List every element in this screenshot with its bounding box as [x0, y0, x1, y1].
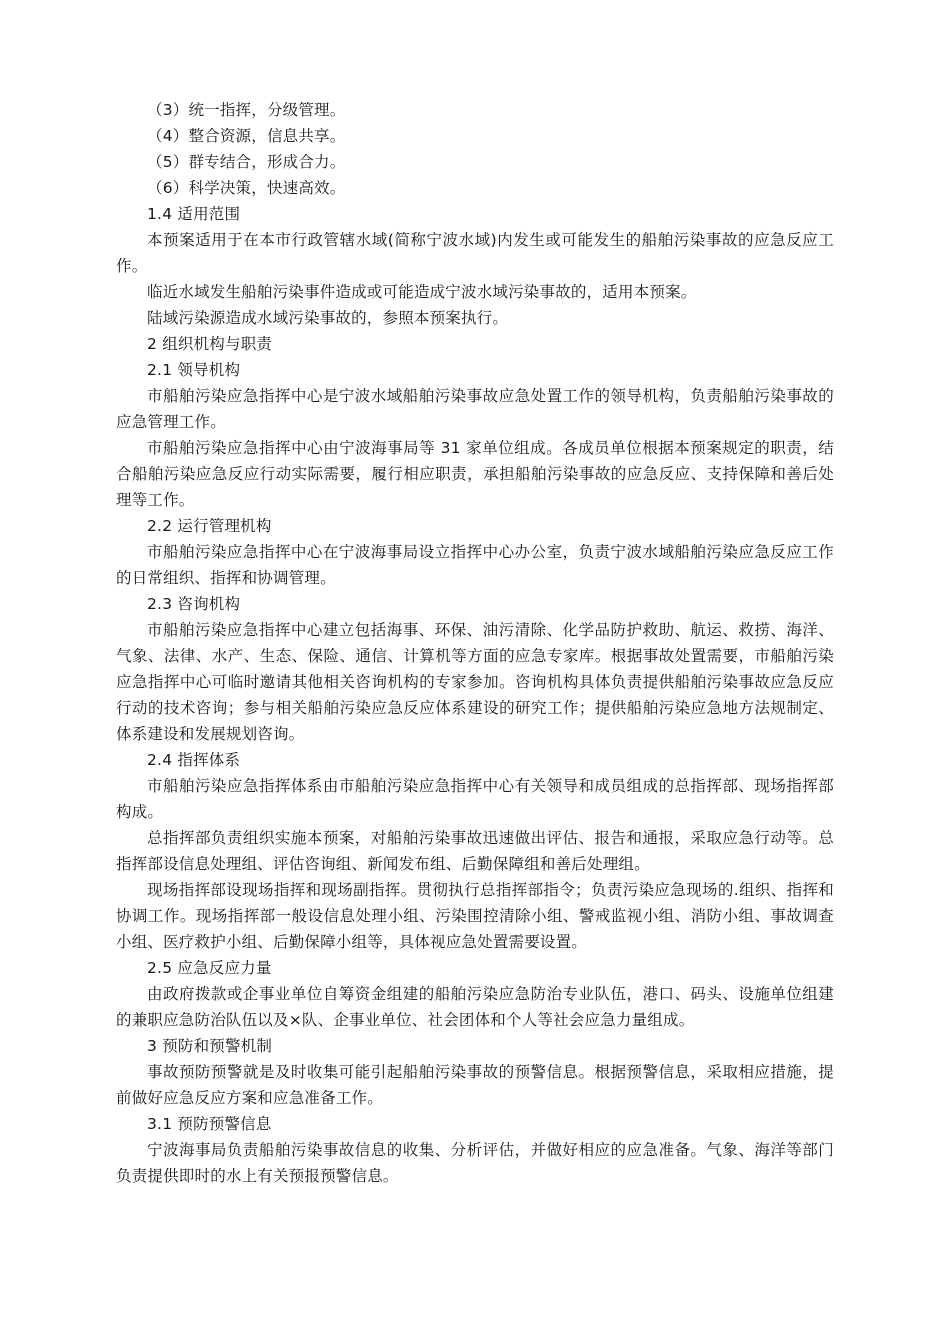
- paragraph-principle-3: （3）统一指挥，分级管理。: [147, 101, 346, 119]
- section-heading-2-4: 2.4 指挥体系: [147, 751, 241, 769]
- paragraph-leadership-2: 市船舶污染应急指挥中心由宁波海事局等 31 家单位组成。各成员单位根据本预案规定的职责，结合船舶污染应急反应行动实际需要，履行相应职责，承担船舶污染事故的应急反应、支持保障和善后处理等工作。: [116, 439, 834, 509]
- section-heading-2-2: 2.2 运行管理机构: [147, 517, 272, 535]
- paragraph-scope-2: 临近水域发生船舶污染事件造成或可能造成宁波水域污染事故的，适用本预案。: [147, 283, 697, 301]
- section-heading-2-5: 2.5 应急反应力量: [147, 959, 272, 977]
- section-heading-2: 2 组织机构与职责: [147, 335, 273, 353]
- paragraph-command-2: 总指挥部负责组织实施本预案，对船舶污染事故迅速做出评估、报告和通报，采取应急行动等。总指挥部设信息处理组、评估咨询组、新闻发布组、后勤保障组和善后处理组。: [116, 829, 834, 873]
- paragraph-warning-info: 宁波海事局负责船舶污染事故信息的收集、分析评估，并做好相应的应急准备。气象、海洋等部门负责提供即时的水上有关预报预警信息。: [116, 1141, 834, 1185]
- section-heading-1-4: 1.4 适用范围: [147, 205, 241, 223]
- section-heading-3-1: 3.1 预防预警信息: [147, 1115, 272, 1133]
- paragraph-scope-3: 陆域污染源造成水域污染事故的，参照本预案执行。: [147, 309, 509, 327]
- paragraph-leadership-1: 市船舶污染应急指挥中心是宁波水域船舶污染事故应急处置工作的领导机构，负责船舶污染事故的应急管理工作。: [116, 387, 834, 431]
- paragraph-principle-4: （4）整合资源，信息共享。: [147, 127, 346, 145]
- document-body: [116, 97, 834, 1189]
- paragraph-command-3: 现场指挥部设现场指挥和现场副指挥。贯彻执行总指挥部指令；负责污染应急现场的.组织、指挥和协调工作。现场指挥部一般设信息处理小组、污染围控清除小组、警戒监视小组、消防小组、事故调查小组、医疗救护小组、后勤保障小组等，具体视应急处置需要设置。: [116, 881, 834, 951]
- paragraph-principle-6: （6）科学决策，快速高效。: [147, 179, 346, 197]
- section-heading-3: 3 预防和预警机制: [147, 1037, 273, 1055]
- paragraph-command-1: 市船舶污染应急指挥体系由市船舶污染应急指挥中心有关领导和成员组成的总指挥部、现场指挥部构成。: [116, 777, 834, 821]
- paragraph-advisory: 市船舶污染应急指挥中心建立包括海事、环保、油污清除、化学品防护救助、航运、救捞、海洋、气象、法律、水产、生态、保险、通信、计算机等方面的应急专家库。根据事故处置需要，市船舶污染应急指挥中心可临时邀请其他相关咨询机构的专家参加。咨询机构具体负责提供船舶污染事故应急反应行动的技术咨询；参与相关船舶污染应急反应体系建设的研究工作；提供船舶污染应急地方法规制定、体系建设和发展规划咨询。: [116, 621, 834, 743]
- paragraph-scope-1: 本预案适用于在本市行政管辖水域(简称宁波水域)内发生或可能发生的船舶污染事故的应急反应工作。: [116, 231, 834, 275]
- section-heading-2-3: 2.3 咨询机构: [147, 595, 241, 613]
- paragraph-response-force: 由政府拨款或企事业单位自筹资金组建的船舶污染应急防治专业队伍，港口、码头、设施单位组建的兼职应急防治队伍以及×队、企事业单位、社会团体和个人等社会应急力量组成。: [116, 985, 834, 1029]
- paragraph-prevention: 事故预防预警就是及时收集可能引起船舶污染事故的预警信息。根据预警信息，采取相应措施，提前做好应急反应方案和应急准备工作。: [116, 1063, 834, 1107]
- section-heading-2-1: 2.1 领导机构: [147, 361, 241, 379]
- paragraph-operations: 市船舶污染应急指挥中心在宁波海事局设立指挥中心办公室，负责宁波水域船舶污染应急反应工作的日常组织、指挥和协调管理。: [116, 543, 834, 587]
- paragraph-principle-5: （5）群专结合，形成合力。: [147, 153, 346, 171]
